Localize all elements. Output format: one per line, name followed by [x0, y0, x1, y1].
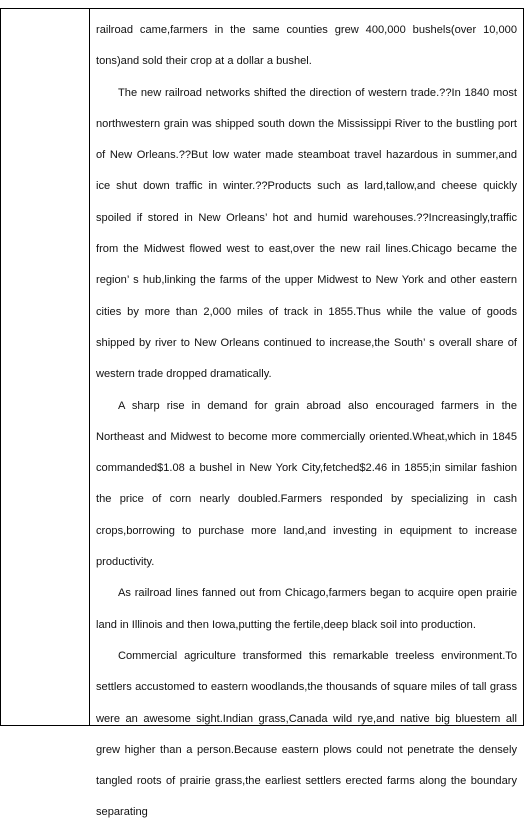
document-table: [0, 8, 524, 819]
paragraph: railroad came,farmers in the same counties grew 400,000 bushels(over 10,000 tons)and sold their crop at a dollar a bushel.: [96, 24, 517, 68]
document-body: [90, 9, 523, 819]
paragraph: Commercial agriculture transformed this remarkable treeless environment.To settlers accustomed to eastern woodlands,the thousands of square miles of tall grass were an awesome sight.Indian grass,Canada wild rye,and native big bluestem all grew higher than a person.Because eastern plows could not penetrate the densely tangled roots of prairie grass,the earliest settlers erected farms along the boundary separating: [96, 649, 517, 819]
paragraph: The new railroad networks shifted the direction of western trade.??In 1840 most northwestern grain was shipped south down the Mississippi River to the bustling port of New Orleans.??But low water made steamboat travel hazardous in summer,and ice shut down traffic in winter.??Products such as lard,tallow,and cheese quickly spoiled if stored in New Orleans’ hot and humid warehouses.??Increasingly,traffic from the Midwest flowed west to east,over the new rail lines.Chicago became the region’ s hub,linking the farms of the upper Midwest to New York and other eastern cities by more than 2,000 miles of track in 1855.Thus while the value of goods shipped by river to New Orleans continued to increase,the South’ s overall share of western trade dropped dramatically.: [96, 86, 517, 381]
page-header: [0, 0, 526, 8]
paragraph: As railroad lines fanned out from Chicago,farmers began to acquire open prairie land in Illinois and then Iowa,putting the fertile,deep black soil into production.: [96, 587, 517, 631]
paragraph: A sharp rise in demand for grain abroad also encouraged farmers in the Northeast and Midwest to become more commercially oriented.Wheat,which in 1845 commanded$1.08 a bushel in New York City,fetched$2.46 in 1855;in similar fashion the price of corn nearly doubled.Farmers responded by specializing in cash crops,borrowing to purchase more land,and investing in equipment to increase productivity.: [96, 399, 517, 569]
left-margin-column: [1, 9, 90, 725]
